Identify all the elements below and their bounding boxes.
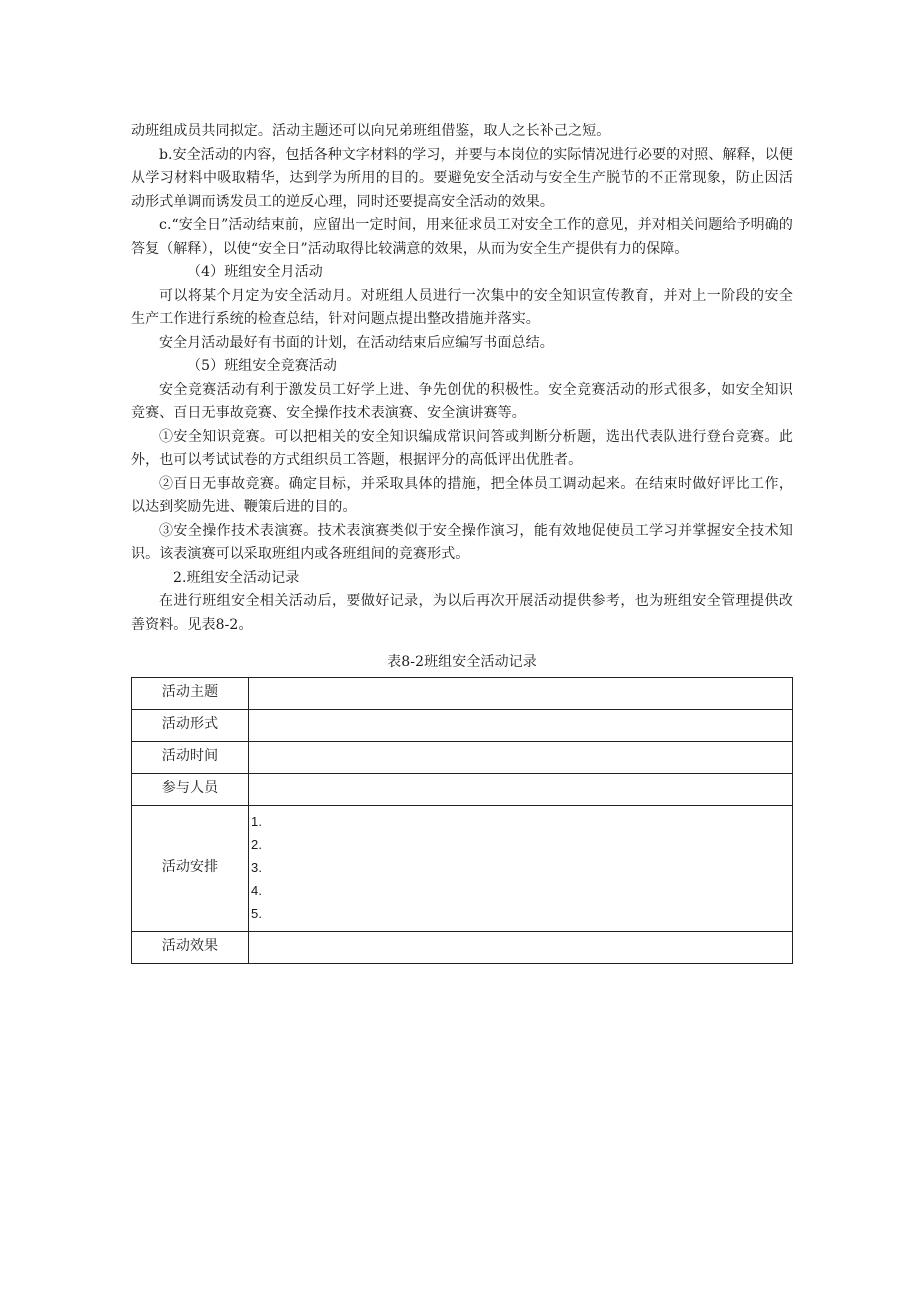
paragraph: 安全竞赛活动有利于激发员工好学上进、争先创优的积极性。安全竞赛活动的形式很多，如安全知识竞赛、百日无事故竞赛、安全操作技术表演赛、安全演讲赛等。: [131, 381, 793, 421]
theme-value-cell[interactable]: [249, 677, 793, 709]
row-label-participants: 参与人员: [132, 773, 249, 805]
paragraph: ②百日无事故竞赛。确定目标，并采取具体的措施，把全体员工调动起来。在结束时做好评比工作，以达到奖励先进、鞭策后进的目的。: [131, 475, 793, 515]
paragraph: ③安全操作技术表演赛。技术表演赛类似于安全操作演习，能有效地促使员工学习并掌握安全技术知识。该表演赛可以采取班组内或各班组间的竞赛形式。: [131, 522, 793, 562]
paragraph: b.安全活动的内容，包括各种文字材料的学习，并要与本岗位的实际情况进行必要的对照、解释，以便从学习材料中吸取精华，达到学为所用的目的。要避免安全活动与安全生产脱节的不正常现象，防止因活动形式单调而诱发员工的逆反心理，同时还要提高安全活动的效果。: [131, 146, 794, 210]
arrangement-steps: [249, 806, 792, 931]
section-heading: （4）班组安全月活动: [187, 264, 323, 280]
table-row: [132, 741, 793, 773]
time-value-cell[interactable]: [249, 741, 793, 773]
table-caption: 表8-2班组安全活动记录: [387, 654, 537, 670]
paragraph: 动班组成员共同拟定。活动主题还可以向兄弟班组借鉴，取人之长补己之短。: [131, 123, 611, 139]
arrangement-value-cell[interactable]: [249, 805, 793, 931]
step-item: 3.: [251, 859, 263, 875]
paragraph: ①安全知识竞赛。可以把相关的安全知识编成常识问答或判断分析题，选出代表队进行登台竞赛。此外，也可以考试试卷的方式组织员工答题，根据评分的高低评出优胜者。: [131, 428, 793, 468]
section-heading: （5）班组安全竞赛活动: [187, 358, 338, 374]
paragraph: 可以将某个月定为安全活动月。对班组人员进行一次集中的安全知识宣传教育，并对上一阶段的安全生产工作进行系统的检查总结，针对问题点提出整改措施并落实。: [131, 287, 793, 327]
table-row: [132, 709, 793, 741]
step-item: 5.: [251, 905, 263, 921]
effect-value-cell[interactable]: [249, 931, 793, 963]
row-label-theme: 活动主题: [132, 677, 249, 709]
table-row: [132, 677, 793, 709]
step-item: 2.: [251, 836, 263, 852]
activity-record-table: [131, 677, 793, 964]
form-value-cell[interactable]: [249, 709, 793, 741]
step-item: 1.: [251, 813, 263, 829]
paragraph: 在进行班组安全相关活动后，要做好记录，为以后再次开展活动提供参考，也为班组安全管理提供改善资料。见表8-2。: [131, 593, 793, 633]
step-item: 4.: [251, 882, 263, 898]
participants-value-cell[interactable]: [249, 773, 793, 805]
row-label-effect: 活动效果: [132, 931, 249, 963]
document-body: [131, 120, 793, 964]
table-row: [132, 805, 793, 931]
table-row: [132, 773, 793, 805]
paragraph: c.“安全日”活动结束前，应留出一定时间，用来征求员工对安全工作的意见，并对相关问题给予明确的答复（解释），以使“安全日”活动取得比较满意的效果，从而为安全生产提供有力的保障。: [131, 217, 793, 257]
section-heading: 2.班组安全活动记录: [173, 569, 300, 586]
table-row: [132, 931, 793, 963]
row-label-arrangement: 活动安排: [132, 805, 249, 931]
paragraph: 安全月活动最好有书面的计划，在活动结束后应编写书面总结。: [159, 334, 554, 351]
row-label-form: 活动形式: [132, 709, 249, 741]
row-label-time: 活动时间: [132, 741, 249, 773]
